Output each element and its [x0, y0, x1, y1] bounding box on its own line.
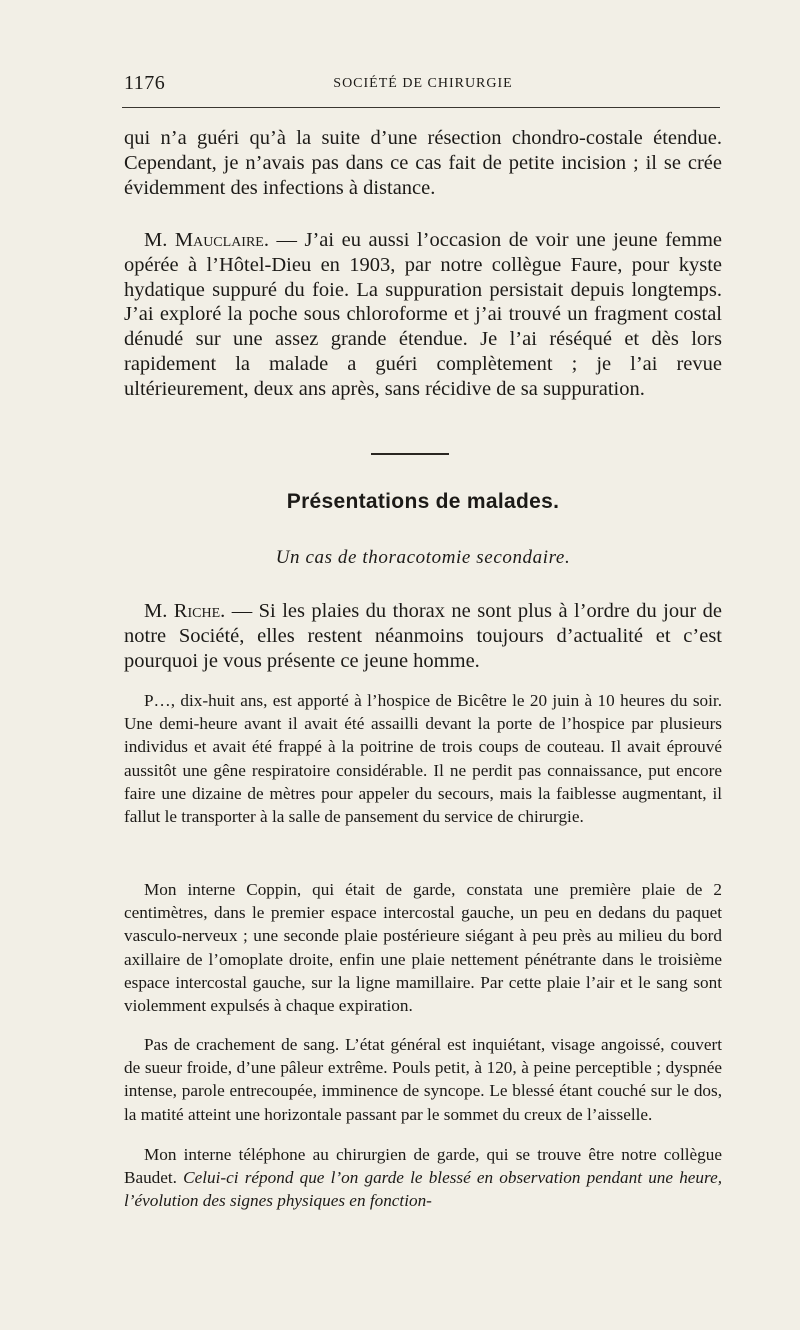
paragraph-riche [124, 599, 722, 673]
case-paragraph-4 [124, 1143, 722, 1213]
case-paragraph-3: Pas de crachement de sang. L’état général est inquiétant, visage angoissé, couvert de sueur froide, d’une pâleur extrême. Pouls petit, à 120, à peine perceptible ; dyspnée intense, parole entrecoupée, imminence de syncope. Le blessé étant couché sur le dos, la matité atteint une horizontale passant par le sommet du creux de l’aisselle. [124, 1035, 722, 1124]
italic-text: Celui-ci répond que l’on garde le blessé en observation pendant une heure, l’évolution des signes physiques en fonction- [124, 1168, 722, 1211]
paragraph-mauclaire [124, 228, 722, 402]
header-rule [122, 107, 720, 108]
paragraph-text: — J’ai eu aussi l’occasion de voir une jeune femme opérée à l’Hôtel-Dieu en 1903, par notre collègue Faure, pour kyste hydatique suppuré du foie. La suppuration persistait depuis longtemps. J’ai exploré la poche sous chloroforme et j’ai trouvé un fragment costal dénudé sur une assez grande étendue. Je l’ai réséqué et dès lors rapidement la malade a guéri complètement ; je l’ai revue ultérieurement, deux ans après, sans récidive de sa suppuration. [124, 229, 722, 400]
paragraph-text: Mon interne téléphone au chirurgien de garde, qui se trouve être notre collègue Baudet. [124, 1145, 722, 1188]
section-title: Présentations de malades. [286, 490, 560, 513]
speaker-name: M. Riche. [144, 600, 226, 622]
page-header [124, 72, 722, 96]
paragraph-continuation: qui n’a guéri qu’à la suite d’une résection chondro-costale étendue. Cependant, je n’avais pas dans ce cas fait de petite incision ; il se crée évidemment des infections à distance. [124, 127, 722, 199]
paragraph-text: — Si les plaies du thorax ne sont plus à l’ordre du jour de notre Société, elles restent néanmoins toujours d’actualité et c’est pourquoi je vous présente ce jeune homme. [124, 600, 722, 672]
page-number: 1176 [124, 72, 166, 94]
section-separator [371, 453, 449, 455]
speaker-name: M. Mauclaire. [144, 229, 269, 251]
case-paragraph-2: Mon interne Coppin, qui était de garde, constata une première plaie de 2 centimètres, dans le premier espace intercostal gauche, un peu en dedans du paquet vasculo-nerveux ; une seconde plaie postérieure siégant à peu près au milieu du bord axillaire de l’omoplate droite, enfin une plaie nettement pénétrante dans le troisième espace intercostal gauche, sur la ligne mamillaire. Par cette plaie l’air et le sang sont violemment expulsés à chaque expiration. [124, 880, 722, 1016]
subsection-title: Un cas de thoracotomie secondaire. [275, 547, 571, 568]
running-head: SOCIÉTÉ DE CHIRURGIE [333, 76, 513, 91]
case-paragraph-1: P…, dix-huit ans, est apporté à l’hospice de Bicêtre le 20 juin à 10 heures du soir. Une demi-heure avant il avait été assailli devant la porte de l’hospice par plusieurs individus et avait été frappé à la poitrine de trois coups de couteau. Il avait éprouvé aussitôt une gêne respiratoire considérable. Il ne perdit pas connaissance, put encore faire une dizaine de mètres pour appeler du secours, mais la faiblesse augmentant, il fallut le transporter à la salle de pansement du service de chirurgie. [124, 691, 722, 827]
